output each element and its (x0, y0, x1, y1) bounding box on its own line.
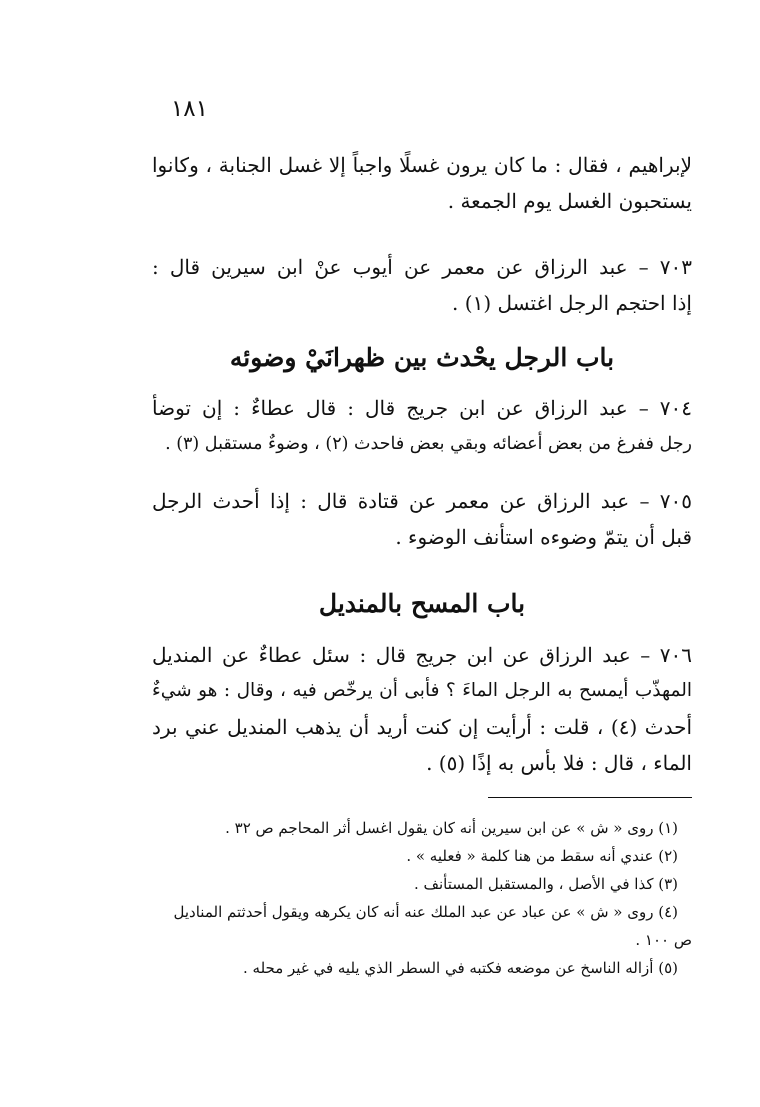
text-line: أحدث (٤) ، قلت : أرأيت إن كنت أريد أن يذهب المنديل عني برد (152, 715, 692, 739)
chapter-heading: باب الرجل يحْدث بين ظهرانَيْ وضوئه (229, 343, 615, 372)
footnote-5: (٥) أزاله الناسخ عن موضعه فكتبه في السطر الذي يليه في غير محله . (243, 959, 678, 977)
narration-705 (152, 483, 692, 555)
text-line: يستحبون الغسل يوم الجمعة . (447, 189, 692, 213)
text-line: ٧٠٦ – عبد الرزاق عن ابن جريج قال : سئل عطاءٌ عن المنديل (152, 643, 692, 667)
text-line: ٧٠٤ – عبد الرزاق عن ابن جريج قال : قال عطاءٌ : إن توضأ (152, 396, 692, 420)
chapter-heading: باب المسح بالمنديل (318, 589, 526, 618)
narration-703 (152, 249, 692, 321)
footnote-4: (٤) روى « ش » عن عباد عن عبد الملك عنه أنه كان يكرهه ويقول أحدثتم المناديل (173, 903, 678, 921)
footnote-4-continuation: ص ١٠٠ . (635, 931, 692, 949)
text-line: رجل ففرغ من بعض أعضائه وبقي بعض فاحدث (٢) ، وضوءٌ مستقبل (٣) . (165, 434, 692, 454)
page-number: ١٨١ (170, 96, 208, 122)
text-line: إذا احتجم الرجل اغتسل (١) . (452, 291, 692, 315)
narration-706 (152, 637, 692, 781)
footnote-separator (488, 797, 692, 798)
paragraph-continuation (152, 147, 692, 219)
footnote-3: (٣) كذا في الأصل ، والمستقبل المستأنف . (413, 875, 678, 893)
text-line: لإبراهيم ، فقال : ما كان يرون غسلًا واجباً إلا غسل الجنابة ، وكانوا (152, 153, 692, 177)
text-line: ٧٠٣ – عبد الرزاق عن معمر عن أيوب عنْ ابن سيرين قال : (152, 255, 692, 279)
text-line: المهذّب أيمسح به الرجل الماءَ ؟ فأبى أن يرخّص فيه ، وقال : هو شيءٌ (152, 680, 692, 701)
narration-704 (152, 390, 692, 462)
text-line: الماء ، قال : فلا بأس به إذًا (٥) . (426, 751, 692, 775)
text-line: ٧٠٥ – عبد الرزاق عن معمر عن قتادة قال : إذا أحدث الرجل (152, 489, 692, 513)
footnote-1: (١) روى « ش » عن ابن سيرين أنه كان يقول اغسل أثر المحاجم ص ٣٢ . (225, 819, 678, 837)
text-line: قبل أن يتمّ وضوءه استأنف الوضوء . (395, 525, 692, 549)
footnote-2: (٢) عندي أنه سقط من هنا كلمة « فعليه » . (406, 847, 678, 865)
footnotes (152, 814, 692, 982)
